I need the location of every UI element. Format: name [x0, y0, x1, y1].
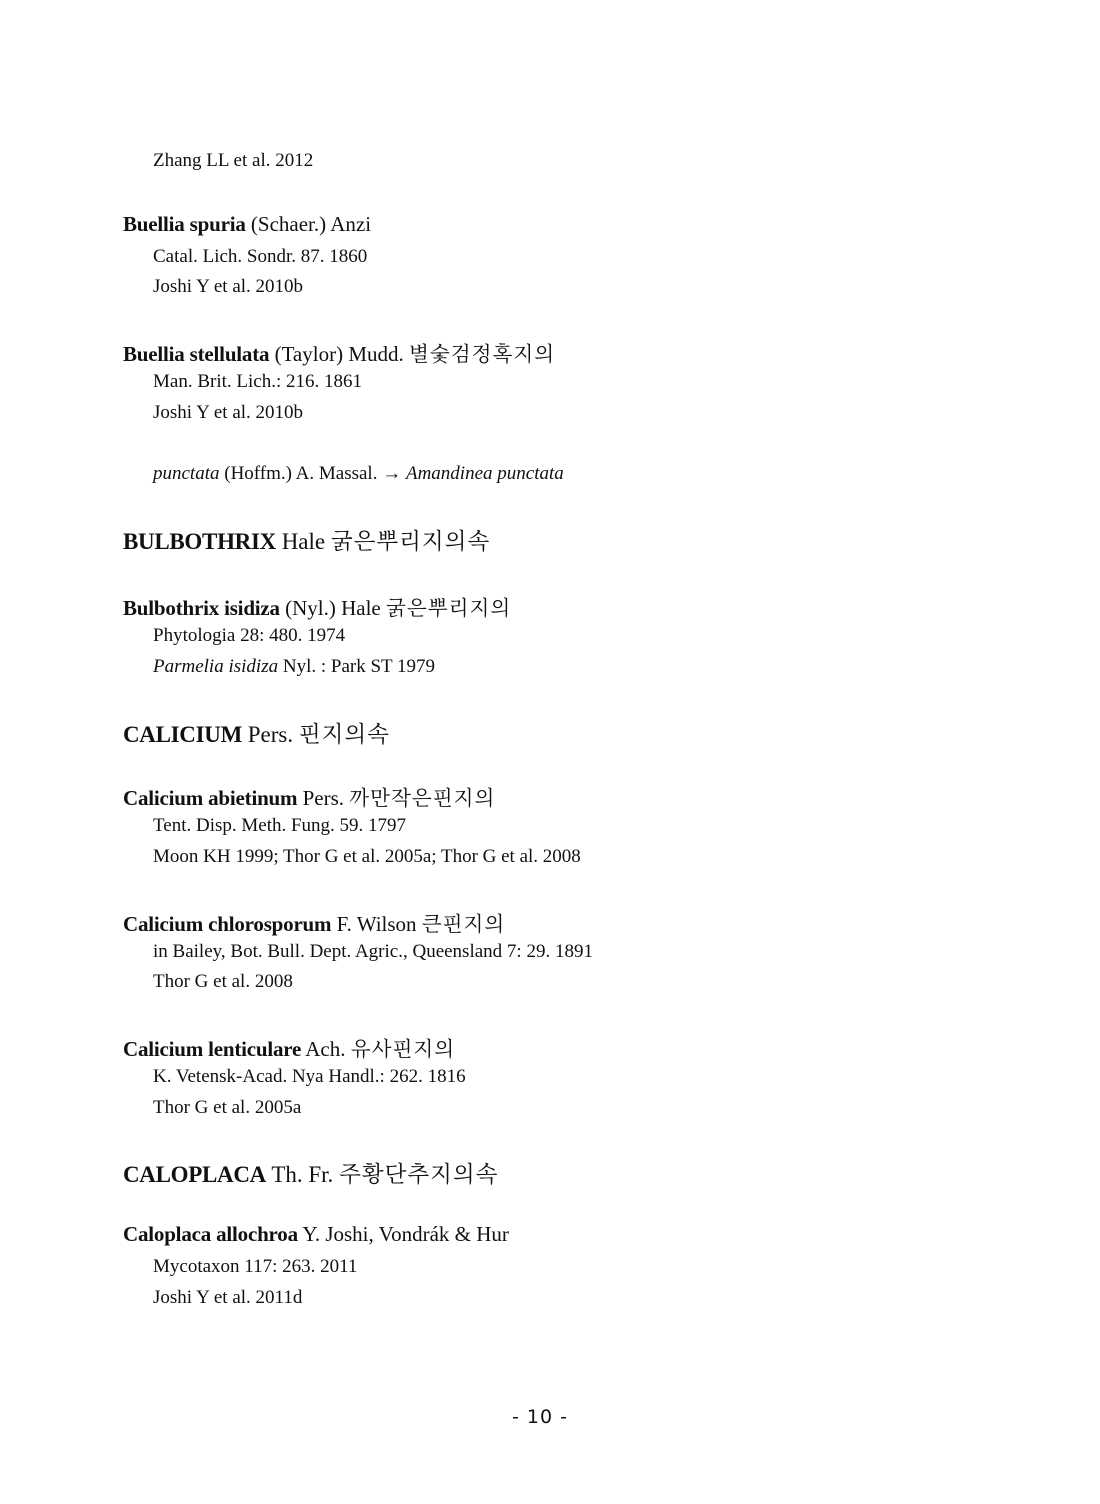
citation-line: [153, 1287, 302, 1309]
species-authority: F. Wilson: [331, 912, 422, 936]
synonym-citation: Nyl. : Park ST 1979: [278, 656, 436, 677]
synonym-line: [153, 463, 564, 485]
korean-name: 별숯검정혹지의: [409, 342, 556, 366]
genus-name: BULBOTHRIX: [123, 529, 276, 554]
genus-heading: [123, 524, 490, 556]
reference-text: Man. Brit. Lich.: 216. 1861: [153, 371, 362, 392]
species-authority: (Nyl.) Hale: [279, 596, 386, 620]
reference-text: Mycotaxon 117: 263. 2011: [153, 1256, 358, 1277]
korean-name: 큰핀지의: [421, 912, 506, 936]
citation-line: [153, 846, 581, 868]
species-authority: (Schaer.) Anzi: [245, 212, 372, 236]
species-authority: Ach.: [301, 1037, 351, 1061]
reference-line: [153, 1066, 466, 1088]
synonym-authority: (Hoffm.) A. Massal. →: [219, 463, 406, 484]
species-authority: Pers.: [297, 786, 350, 810]
korean-name: 유사핀지의: [350, 1037, 456, 1061]
species-heading: [123, 1222, 509, 1247]
genus-authority: Pers.: [242, 722, 299, 747]
species-name: Buellia spuria: [123, 212, 246, 236]
reference-line: [153, 815, 406, 837]
reference-text: Catal. Lich. Sondr. 87. 1860: [153, 246, 368, 267]
species-heading: [123, 591, 511, 621]
citation-line: [153, 150, 313, 172]
species-heading: [123, 907, 505, 937]
korean-name: 까만작은핀지의: [349, 786, 496, 810]
genus-name: CALICIUM: [123, 722, 242, 747]
page-number: - 10 -: [512, 1406, 568, 1428]
synonym-line: [153, 656, 435, 678]
genus-authority: Th. Fr.: [265, 1162, 340, 1187]
species-name: Buellia stellulata: [123, 342, 270, 366]
citation-text: Joshi Y et al. 2011d: [153, 1287, 303, 1308]
korean-name: 굵은뿌리지의: [386, 596, 512, 620]
species-name: Calicium abietinum: [123, 786, 298, 810]
synonym-name: punctata: [153, 463, 220, 484]
species-name: Calicium lenticulare: [123, 1037, 302, 1061]
accepted-name: Amandinea punctata: [405, 463, 564, 484]
reference-line: [153, 1256, 357, 1278]
species-name: Caloplaca allochroa: [123, 1222, 298, 1246]
species-heading: [123, 212, 371, 237]
citation-text: Joshi Y et al. 2010b: [153, 276, 304, 297]
citation-text: Joshi Y et al. 2010b: [153, 402, 304, 423]
reference-text: K. Vetensk-Acad. Nya Handl.: 262. 1816: [153, 1066, 466, 1087]
citation-text: Thor G et al. 2005a: [153, 1097, 302, 1118]
citation-text: Thor G et al. 2008: [153, 971, 293, 992]
citation-line: [153, 1097, 301, 1119]
genus-heading: [123, 717, 390, 749]
synonym-name: Parmelia isidiza: [153, 656, 279, 677]
korean-name: 핀지의속: [298, 722, 390, 748]
citation-text: Zhang LL et al. 2012: [153, 150, 314, 171]
reference-text: Tent. Disp. Meth. Fung. 59. 1797: [153, 815, 407, 836]
species-name: Bulbothrix isidiza: [123, 596, 280, 620]
species-authority: Y. Joshi, Vondrák & Hur: [297, 1222, 509, 1246]
species-name: Calicium chlorosporum: [123, 912, 332, 936]
genus-heading: [123, 1157, 498, 1189]
species-heading: [123, 337, 555, 367]
citation-text: Moon KH 1999; Thor G et al. 2005a; Thor G et al. 2008: [153, 846, 581, 867]
korean-name: 굵은뿌리지의속: [330, 529, 491, 555]
citation-line: [153, 971, 293, 993]
genus-name: CALOPLACA: [123, 1162, 266, 1187]
reference-line: [153, 625, 345, 647]
species-heading: [123, 781, 495, 811]
citation-line: [153, 276, 303, 298]
genus-authority: Hale: [275, 529, 331, 554]
reference-text: in Bailey, Bot. Bull. Dept. Agric., Queensland 7: 29. 1891: [153, 941, 593, 962]
korean-name: 주황단추지의속: [339, 1162, 499, 1188]
species-authority: (Taylor) Mudd.: [269, 342, 409, 366]
species-heading: [123, 1032, 455, 1062]
reference-line: [153, 371, 362, 393]
reference-text: Phytologia 28: 480. 1974: [153, 625, 346, 646]
reference-line: [153, 246, 367, 268]
citation-line: [153, 402, 303, 424]
reference-line: [153, 941, 593, 963]
